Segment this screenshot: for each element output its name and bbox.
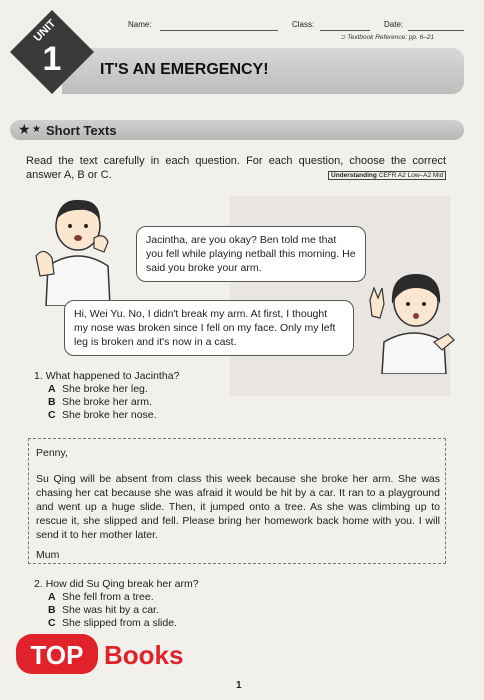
boy-illustration bbox=[30, 186, 126, 306]
speech-bubble-boy: Jacintha, are you okay? Ben told me that you fell while playing netball this morning. He said you broke your arm. bbox=[136, 226, 366, 282]
book-icon: ⊃ bbox=[340, 34, 346, 41]
page-number: 1 bbox=[236, 680, 242, 691]
note-greeting: Penny, bbox=[36, 447, 68, 459]
date-label: Date: bbox=[384, 20, 404, 29]
option-1c[interactable]: C She broke her nose. bbox=[48, 409, 157, 421]
question-2-number: 2. bbox=[34, 578, 43, 590]
unit-title: IT'S AN EMERGENCY! bbox=[100, 61, 269, 78]
topbooks-logo bbox=[16, 632, 194, 678]
star-small-icon: ★ bbox=[32, 124, 41, 135]
question-2-text: How did Su Qing break her arm? bbox=[45, 578, 199, 590]
question-2 bbox=[34, 578, 199, 630]
unit-number: 1 bbox=[42, 40, 62, 78]
level-tag: Understanding CEFR A2 Low–A2 Mid bbox=[328, 171, 446, 180]
option-2a[interactable]: A She fell from a tree. bbox=[48, 591, 154, 603]
logo-books-text: Books bbox=[104, 640, 184, 670]
unit-word: UNIT bbox=[31, 17, 59, 45]
logo-top-text: TOP bbox=[30, 640, 84, 670]
option-2b[interactable]: B She was hit by a car. bbox=[48, 604, 159, 616]
class-line bbox=[320, 20, 370, 31]
date-line bbox=[408, 20, 464, 31]
name-line bbox=[160, 20, 278, 31]
girl-illustration bbox=[364, 258, 464, 374]
note-body: Su Qing will be absent from class this week because she broke her arm. She was chasing her cat because she was afraid it would be hit by a car. It ran to a playground and went up a huge slide. Then, it jumped onto a tree. As she was climbing up to rescue it, she slipped and fell. Please bring her homework back home with you. I will send it to her mother later. bbox=[36, 473, 440, 541]
question-1-number: 1. bbox=[34, 370, 43, 382]
star-icon: ★ bbox=[18, 121, 31, 137]
textbook-reference: ⊃ Textbook Reference: pp. 6–21 bbox=[340, 34, 435, 41]
question-1 bbox=[34, 370, 179, 422]
question-1-text: What happened to Jacintha? bbox=[45, 370, 180, 382]
instructions: Read the text carefully in each question. For each question, choose the correct answer A, B or C. bbox=[26, 155, 446, 181]
speech-bubble-girl: Hi, Wei Yu. No, I didn't break my arm. At first, I thought my nose was broken since I fell on my face. Only my left leg is broken and it's now in a cast. bbox=[64, 300, 354, 356]
option-2c[interactable]: C She slipped from a slide. bbox=[48, 617, 177, 629]
note-signoff: Mum bbox=[36, 549, 60, 561]
option-1b[interactable]: B She broke her arm. bbox=[48, 396, 152, 408]
option-1a[interactable]: A She broke her leg. bbox=[48, 383, 148, 395]
section-title: Short Texts bbox=[46, 123, 117, 138]
unit-badge bbox=[8, 8, 96, 96]
name-label: Name: bbox=[128, 20, 152, 29]
class-label: Class: bbox=[292, 20, 315, 29]
